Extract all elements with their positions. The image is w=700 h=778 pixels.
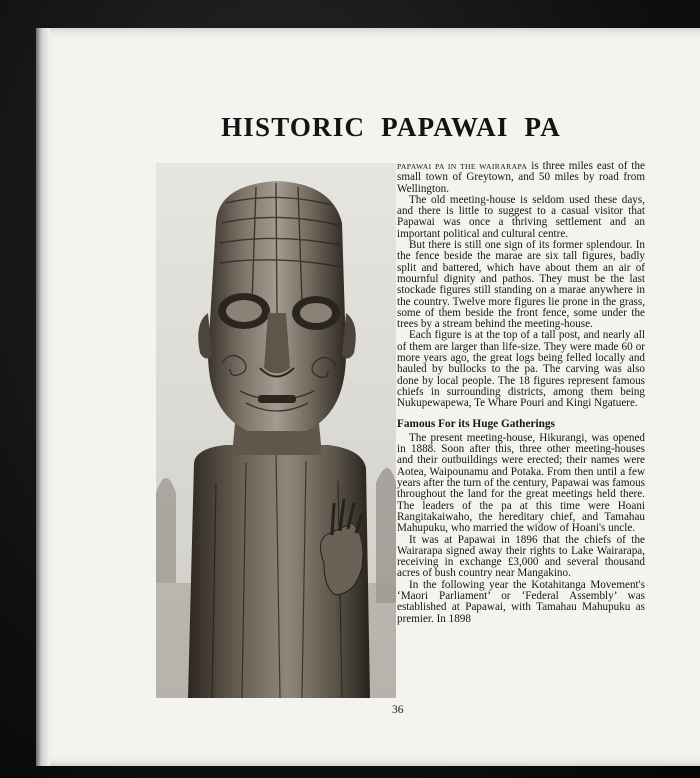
magazine-page bbox=[36, 28, 700, 766]
paragraph: But there is still one sign of its former splendour. In the fence beside the marae are six tall figures, badly split and battered, which have about them an air of mournful dignity and pathos. They must be the last stockade figures still standing on a marae anywhere in the country. Twelve more figures lie prone in the grass, some of them beside the front fence, some under the trees by a stream behind the meeting-house. bbox=[397, 239, 645, 331]
lead-paragraph-text: is three miles east of the small town of Greytown, and 50 miles by road from Wellington. bbox=[397, 160, 645, 195]
paragraph: In the following year the Kotahitanga Movement's ‘Maori Parliament’ or ‘Federal Assembly’ was established at Papawai, with Tamahau Mahupuku as premier. In 1898 bbox=[397, 578, 645, 625]
lead-paragraph bbox=[397, 161, 645, 195]
paragraph: Each figure is at the top of a tall post, and nearly all of them are larger than life-size. They were made 60 or more years ago, the great logs being felled locally and hauled by bullocks to the pa. The carving was also done by local people. The 18 figures represent famous chiefs in surrounding districts, among them being Nukupewapewa, Te Whare Pouri and Kingi Ngatuere. bbox=[397, 329, 645, 410]
page-number: 36 bbox=[392, 704, 404, 716]
paragraph: The present meeting-house, Hikurangi, was opened in 1888. Soon after this, three other meeting-houses and their outbuildings were erected; their names were Aotea, Waipounamu and Potaka. From then until a few years after the turn of the century, Papawai was famous throughout the land for the great meetings held there. The leaders of the pa at this time were Hoani Rangitakaiwaho, the hereditary chief, and Tamahau Mahupuku, who married the widow of Hoani's uncle. bbox=[397, 431, 645, 535]
paragraph: The old meeting-house is seldom used these days, and there is little to suggest to a casual visitor that Papawai was once a thriving settlement and an important political and cultural centre. bbox=[397, 193, 645, 240]
article-body bbox=[397, 161, 645, 625]
lead-smallcaps: PAPAWAI PA IN THE WAIRARAPA bbox=[397, 162, 528, 171]
article-title: HISTORIC PAPAWAI PA bbox=[221, 112, 561, 142]
section-subheading: Famous For its Huge Gatherings bbox=[397, 417, 555, 430]
paragraph: It was at Papawai in 1896 that the chiefs of the Wairarapa signed away their rights to Lake Wairarapa, receiving in exchange £3,000 and several thousand acres of bush country near Mangakino. bbox=[397, 533, 645, 580]
carved-figure-photo bbox=[156, 163, 396, 698]
